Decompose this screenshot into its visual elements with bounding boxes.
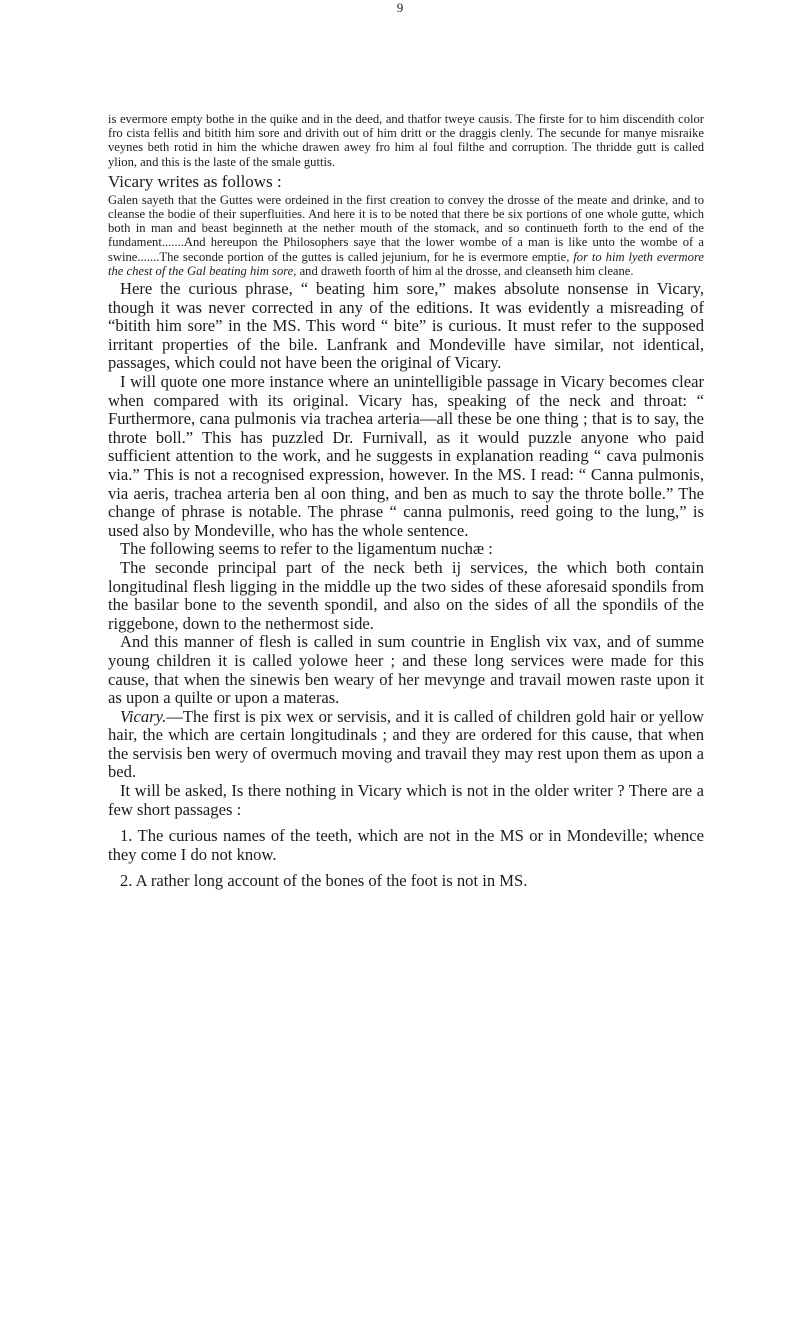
section-heading: Vicary writes as follows : (108, 171, 282, 191)
paragraph-vix-vax: And this manner of flesh is called in sum countrie in English vix vax, and of summe young children it is called yolowe heer ; and these long services were made for this cause, that when the sinewis ben weary of her mevynge and travail mowen raste upon it as upon a quilte or upon a materas. (108, 632, 704, 708)
vicary-quote (108, 193, 704, 278)
vicary-quote-italic: for to him lyeth evermore the chest of the Gal beating him sore (108, 249, 704, 278)
middle-english-quote: is evermore empty bothe in the quike and in the deed, and thatfor tweye causis. The firste for to him discendith color fro cista fellis and bitith him sore and drivith out of him dritt or the draggis clenly. The secunde for manye misraike veynes beth rotid in him the whiche drawen awey fro him al foul filthe and corruption. The thridde gutt is called ylion, and this is the laste of the smale guttis. (108, 112, 704, 169)
paragraph-throat: I will quote one more instance where an unintelligible passage in Vicary becomes clear when compared with its original. Vicary has, speaking of the neck and throat: “ Furthermore, cana pulmonis via trachea arteria—all these be one thing ; that is to say, the throte boll.” This has puzzled Dr. Furnivall, as it would puzzle anyone who paid sufficient attention to the work, and he suggests in explanation reading “ cava pulmonis via.” This is not a recognised expression, however. In the MS. I read: “ Canna pulmonis, via aeris, trachea arteria ben al oon thing, and ben as much to say the throte bolle.” The change of phrase is notable. The phrase “ canna pulmonis, reed going to the lung,” is used also by Mondeville, who has the whole sentence. (108, 372, 704, 540)
vicary-quote-part-b: , and draweth foorth of him al the drosse, and cleanseth him cleane. (293, 263, 634, 278)
vicary-quote-part-a: Galen sayeth that the Guttes were ordeined in the first creation to convey the drosse of the meate and drinke, and to cleanse the bodie of their superfluities. And here it is to be noted that there be six portions of one whole gutte, which both in man and beast beginneth at the nether mouth of the stomack, and so continueth forth to the end of the fundament.......And hereupon the Philosophers saye that the lower wombe of a man is like unto the wombe of a swine.......The seconde portion of the guttes is called jejunium, for he is evermore emptie, (108, 192, 704, 264)
vicary-pix-wex-text: —The first is pix wex or servisis, and it is called of children gold hair or yellow hair, the which are certain longitudinals ; and they are ordered for this cause, that when the servisis ben wery of overmuch moving and travail they may rest upon them as upon a bed. (108, 706, 704, 782)
paragraph-question: It will be asked, Is there nothing in Vicary which is not in the older writer ? There are a few short passages : (108, 781, 704, 819)
list-item-foot-bones: 2. A rather long account of the bones of the foot is not in MS. (120, 871, 528, 891)
vicary-label: Vicary. (120, 706, 167, 726)
paragraph-ligamentum: The following seems to refer to the ligamentum nuchæ : (120, 539, 493, 559)
list-item-teeth: 1. The curious names of the teeth, which are not in the MS or in Mondeville; whence they come I do not know. (108, 826, 704, 864)
paragraph-neck-services: The seconde principal part of the neck beth ij services, the which both contain longitudinal flesh ligging in the middle up the two sides of these aforesaid spondils from the basilar bone to the seventh spondil, and also on the sides of all the spondils of the riggebone, down to the nethermost side. (108, 557, 704, 633)
page-number: 9 (396, 0, 404, 15)
paragraph-vicary-pix-wex (108, 708, 704, 782)
paragraph-beating-him-sore: Here the curious phrase, “ beating him sore,” makes absolute nonsense in Vicary, though it was never corrected in any of the editions. It was evidently a misreading of “bitith him sore” in the MS. This word “ bite” is curious. It must refer to the supposed irritant properties of the bile. Lanfrank and Mondeville have similar, not identical, passages, which could not have been the original of Vicary. (108, 279, 704, 373)
